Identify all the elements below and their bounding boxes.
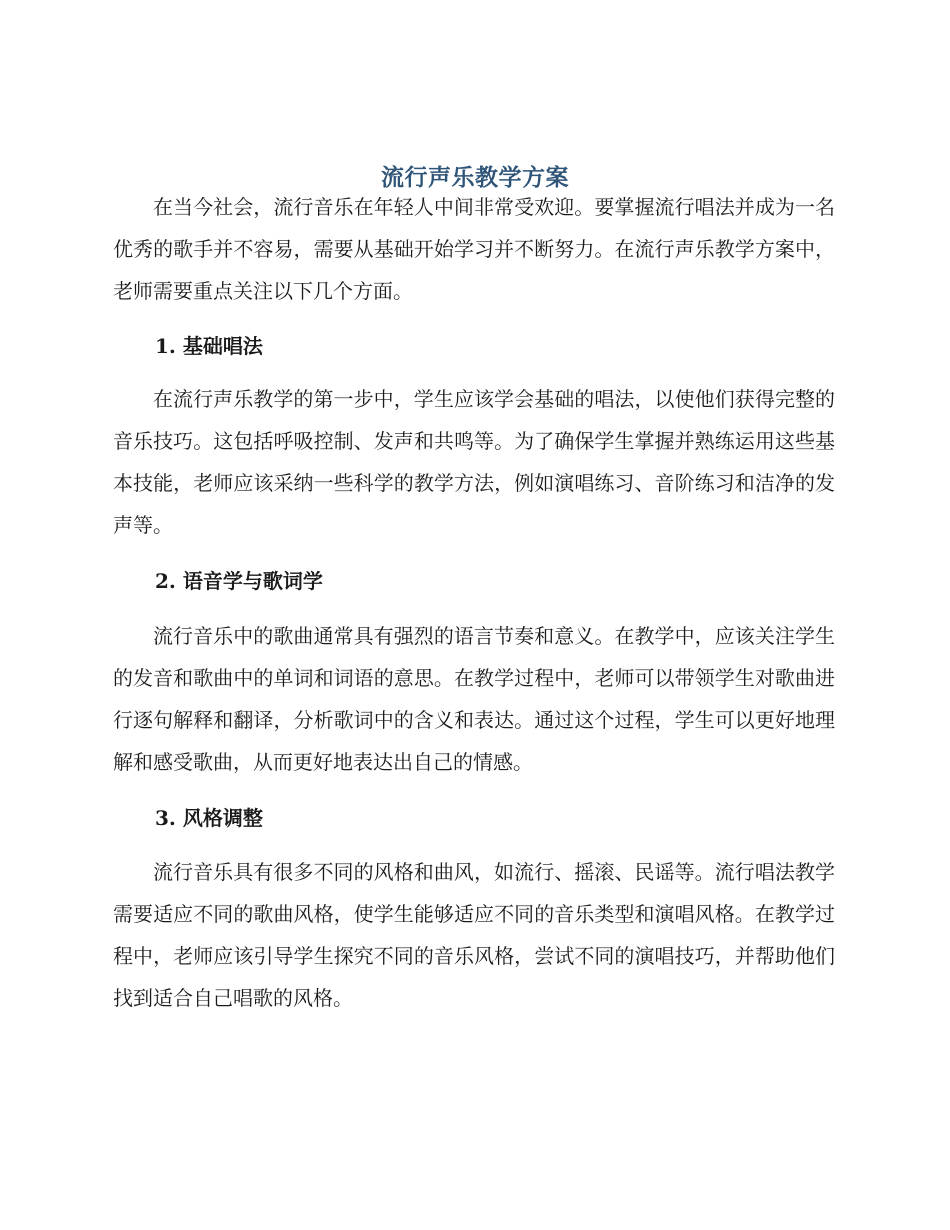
section-heading-phonetics-lyrics: 2. 语音学与歌词学 [155, 569, 323, 593]
section-body-basic-singing: 在流行声乐教学的第一步中，学生应该学会基础的唱法，以使他们获得完整的音乐技巧。这包括呼吸控制、发声和共鸣等。为了确保学生掌握并熟练运用这些基本技能，老师应该采纳一些科学的教学方法，例如演唱练习、音阶练习和洁净的发声等。 [113, 387, 835, 537]
intro-paragraph: 在当今社会，流行音乐在年轻人中间非常受欢迎。要掌握流行唱法并成为一名优秀的歌手并不容易，需要从基础开始学习并不断努力。在流行声乐教学方案中，老师需要重点关注以下几个方面。 [113, 195, 835, 303]
section-body-style-adjustment: 流行音乐具有很多不同的风格和曲风，如流行、摇滚、民谣等。流行唱法教学需要适应不同的歌曲风格，使学生能够适应不同的音乐类型和演唱风格。在教学过程中，老师应该引导学生探究不同的音乐风格，尝试不同的演唱技巧，并帮助他们找到适合自己唱歌的风格。 [113, 860, 835, 1010]
page-title: 流行声乐教学方案 [381, 164, 569, 192]
section-body-phonetics-lyrics: 流行音乐中的歌曲通常具有强烈的语言节奏和意义。在教学中，应该关注学生的发音和歌曲中的单词和词语的意思。在教学过程中，老师可以带领学生对歌曲进行逐句解释和翻译，分析歌词中的含义和表达。通过这个过程，学生可以更好地理解和感受歌曲，从而更好地表达出自己的情感。 [113, 624, 835, 774]
section-heading-style-adjustment: 3. 风格调整 [155, 806, 263, 830]
section-heading-basic-singing: 1. 基础唱法 [155, 334, 263, 358]
